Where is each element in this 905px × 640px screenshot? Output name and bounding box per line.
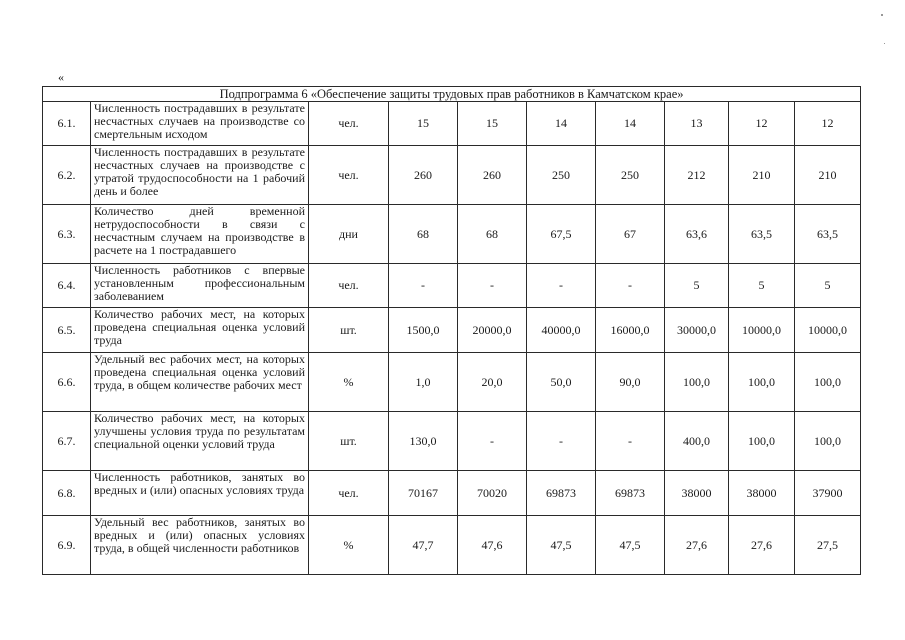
row-unit: чел.	[309, 264, 389, 308]
row-description: Численность работников с впервые установленным профессиональным заболеванием	[91, 264, 309, 308]
row-value: 100,0	[729, 412, 795, 471]
row-value: 67	[596, 205, 665, 264]
row-value: 130,0	[389, 412, 458, 471]
row-value: 70167	[389, 471, 458, 516]
row-unit: дни	[309, 205, 389, 264]
row-value: 20,0	[458, 353, 527, 412]
row-value: 67,5	[527, 205, 596, 264]
row-value: 260	[389, 146, 458, 205]
row-value: 5	[665, 264, 729, 308]
row-description: Численность работников, занятых во вредных и (или) опасных условиях труда	[91, 471, 309, 516]
row-value: 69873	[527, 471, 596, 516]
table-row	[43, 471, 861, 516]
row-unit: %	[309, 353, 389, 412]
row-value: 70020	[458, 471, 527, 516]
row-value: 68	[389, 205, 458, 264]
row-value: 15	[458, 102, 527, 146]
row-value: 5	[795, 264, 861, 308]
row-description: Численность пострадавших в результате несчастных случаев на производстве со смертельным исходом	[91, 102, 309, 146]
row-description: Количество рабочих мест, на которых проведена специальная оценка условий труда	[91, 308, 309, 353]
row-value: -	[458, 264, 527, 308]
row-value: 210	[729, 146, 795, 205]
row-value: 250	[527, 146, 596, 205]
row-number: 6.5.	[43, 308, 91, 353]
row-number: 6.1.	[43, 102, 91, 146]
row-unit: шт.	[309, 308, 389, 353]
row-value: 212	[665, 146, 729, 205]
row-value: 27,5	[795, 516, 861, 575]
row-number: 6.6.	[43, 353, 91, 412]
row-value: 260	[458, 146, 527, 205]
row-value: 12	[795, 102, 861, 146]
row-unit: %	[309, 516, 389, 575]
row-value: 100,0	[795, 353, 861, 412]
row-description: Удельный вес рабочих мест, на которых проведена специальная оценка условий труда, в общем количестве рабочих мест	[91, 353, 309, 412]
row-unit: чел.	[309, 471, 389, 516]
table-row	[43, 516, 861, 575]
scan-speck	[881, 14, 883, 16]
row-value: 69873	[596, 471, 665, 516]
row-value: 38000	[665, 471, 729, 516]
table-row	[43, 264, 861, 308]
row-value: 100,0	[729, 353, 795, 412]
row-value: 12	[729, 102, 795, 146]
row-value: 14	[596, 102, 665, 146]
row-value: 40000,0	[527, 308, 596, 353]
indicators-table	[42, 86, 861, 575]
row-value: 38000	[729, 471, 795, 516]
row-number: 6.9.	[43, 516, 91, 575]
row-unit: шт.	[309, 412, 389, 471]
row-value: 47,5	[596, 516, 665, 575]
row-value: 15	[389, 102, 458, 146]
row-value: 63,5	[795, 205, 861, 264]
table-row	[43, 412, 861, 471]
row-value: 13	[665, 102, 729, 146]
table-row	[43, 102, 861, 146]
row-number: 6.4.	[43, 264, 91, 308]
row-value: 37900	[795, 471, 861, 516]
row-value: 50,0	[527, 353, 596, 412]
row-description: Количество дней временной нетрудоспособности в связи с несчастным случаем на производстве в расчете на 1 пострадавшего	[91, 205, 309, 264]
row-value: 68	[458, 205, 527, 264]
subprogram-title: Подпрограмма 6 «Обеспечение защиты трудовых прав работников в Камчатском крае»	[43, 87, 861, 102]
row-value: 47,6	[458, 516, 527, 575]
row-value: -	[527, 264, 596, 308]
row-number: 6.8.	[43, 471, 91, 516]
row-value: -	[596, 264, 665, 308]
subprogram-header-row	[43, 87, 861, 102]
row-value: 47,5	[527, 516, 596, 575]
row-value: 90,0	[596, 353, 665, 412]
row-value: 1,0	[389, 353, 458, 412]
table-row	[43, 146, 861, 205]
row-value: 10000,0	[729, 308, 795, 353]
row-value: 400,0	[665, 412, 729, 471]
row-value: 250	[596, 146, 665, 205]
row-value: 14	[527, 102, 596, 146]
table-row	[43, 308, 861, 353]
row-description: Количество рабочих мест, на которых улучшены условия труда по результатам специальной оценки условий труда	[91, 412, 309, 471]
row-value: -	[458, 412, 527, 471]
table-row	[43, 353, 861, 412]
row-number: 6.2.	[43, 146, 91, 205]
row-value: -	[389, 264, 458, 308]
scan-speck	[884, 43, 885, 44]
row-value: 63,6	[665, 205, 729, 264]
row-value: 210	[795, 146, 861, 205]
opening-quote: «	[58, 70, 64, 84]
row-value: -	[596, 412, 665, 471]
row-value: 100,0	[665, 353, 729, 412]
row-description: Удельный вес работников, занятых во вредных и (или) опасных условиях труда, в общей численности работников	[91, 516, 309, 575]
table-row	[43, 205, 861, 264]
row-value: 30000,0	[665, 308, 729, 353]
row-value: 63,5	[729, 205, 795, 264]
row-value: 16000,0	[596, 308, 665, 353]
row-value: 20000,0	[458, 308, 527, 353]
row-value: 10000,0	[795, 308, 861, 353]
row-value: 27,6	[665, 516, 729, 575]
row-value: 5	[729, 264, 795, 308]
row-unit: чел.	[309, 146, 389, 205]
row-unit: чел.	[309, 102, 389, 146]
row-value: 1500,0	[389, 308, 458, 353]
row-value: 27,6	[729, 516, 795, 575]
row-value: 100,0	[795, 412, 861, 471]
row-description: Численность пострадавших в результате несчастных случаев на производстве с утратой трудоспособности на 1 рабочий день и более	[91, 146, 309, 205]
row-value: 47,7	[389, 516, 458, 575]
row-value: -	[527, 412, 596, 471]
row-number: 6.7.	[43, 412, 91, 471]
row-number: 6.3.	[43, 205, 91, 264]
